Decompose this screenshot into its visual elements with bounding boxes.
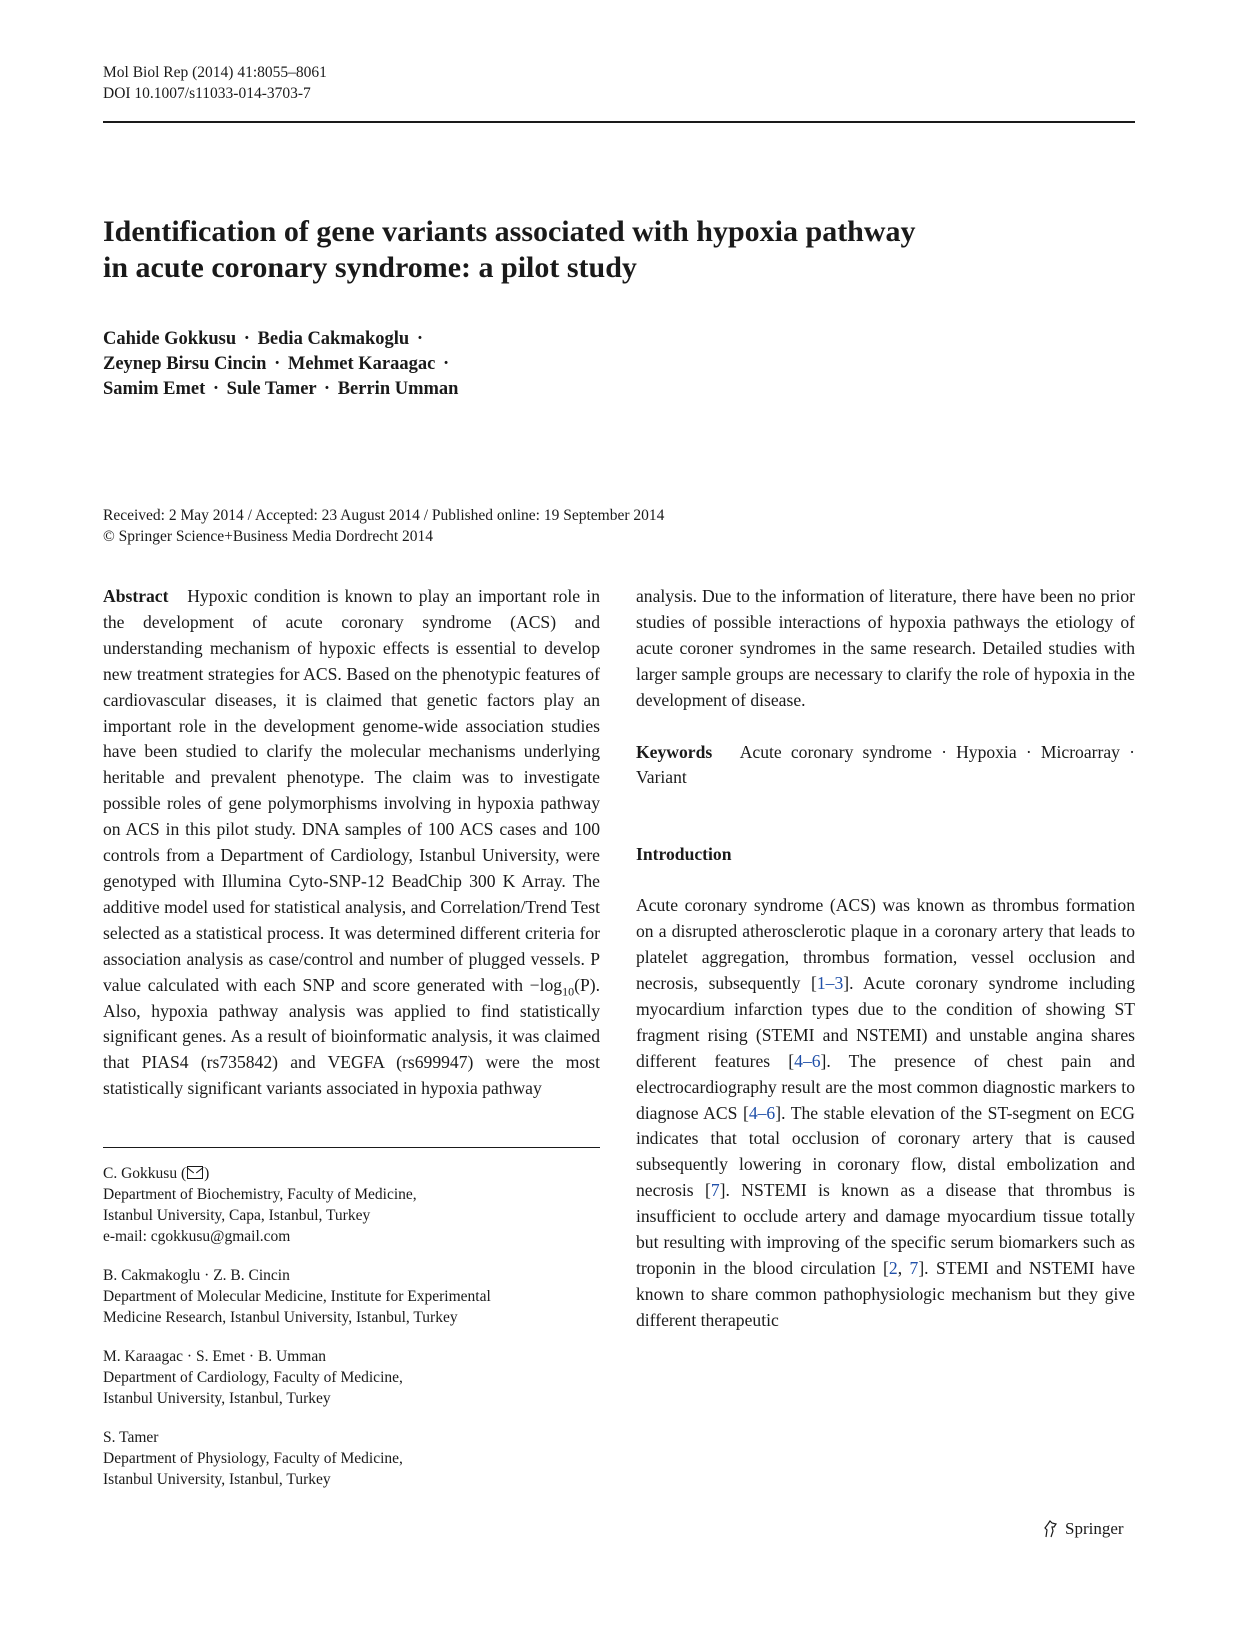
citation-link[interactable]: 1–3	[816, 972, 844, 993]
affiliation-line: Department of Biochemistry, Faculty of Medicine,	[103, 1186, 417, 1203]
article-title	[103, 214, 1063, 286]
author-separator: ·	[274, 354, 281, 374]
author-list	[103, 327, 458, 402]
affiliation-block	[103, 1265, 613, 1328]
affiliation-block	[103, 1163, 613, 1247]
citation-link[interactable]: 2	[888, 1257, 898, 1278]
doi: DOI 10.1007/s11033-014-3703-7	[103, 85, 311, 102]
abstract-label: Abstract	[103, 586, 169, 606]
author-separator: ·	[243, 329, 250, 349]
section-heading-introduction: Introduction	[636, 844, 732, 865]
author[interactable]: Berrin Umman	[337, 379, 459, 399]
affiliation-line: Department of Physiology, Faculty of Medicine,	[103, 1450, 403, 1467]
intro-span: ]. The presence of chest pain and electrocardiography result are the most common diagnostic markers to diagnose ACS [	[636, 1050, 1135, 1123]
abstract	[103, 584, 600, 1102]
author[interactable]: Bedia Cakmakoglu	[257, 329, 410, 349]
author-separator: ·	[442, 354, 450, 374]
intro-span: ]. NSTEMI is known as a disease that thrombus is insufficient to occlude artery and damage myocardium tissue totally but resulting with improving of the specific serum biomarkers such as troponin in the blood circulation [	[636, 1180, 1135, 1278]
affiliation-block	[103, 1427, 613, 1490]
intro-span: ]. STEMI and NSTEMI have known to share common pathophysiologic mechanism but they give different therapeutic	[636, 1257, 1136, 1330]
affiliation-block	[103, 1346, 613, 1409]
intro-span: ]. The stable elevation of the ST-segment on ECG indicates that total occlusion of coronary artery that is caused subsequently lowering in coronary flow, distal embolization and necrosis [	[636, 1102, 1136, 1201]
intro-span: ]. Acute coronary syndrome including myocardium infarction types due to the condition of showing ST fragment rising (STEMI and NSTEMI) and unstable angina shares different features [	[636, 972, 1136, 1071]
left-column	[103, 584, 600, 1102]
keywords	[636, 740, 1135, 792]
paren-close: )	[204, 1165, 210, 1182]
author[interactable]: Cahide Gokkusu	[103, 329, 237, 349]
intro-span: Acute coronary syndrome (ACS) was known as thrombus formation on a disrupted atherosclerotic plaque in a coronary artery that leads to platelet aggregation, thrombus formation, vessel occlusion and necrosis, subsequently [	[636, 895, 1135, 993]
log-subscript: 10	[562, 984, 575, 999]
intro-span: ,	[897, 1257, 910, 1278]
envelope-icon[interactable]	[187, 1166, 203, 1179]
affiliation-authors: B. Cakmakoglu · Z. B. Cincin	[103, 1267, 290, 1284]
author-separator: ·	[416, 329, 424, 349]
affiliation-line: Department of Cardiology, Faculty of Medicine,	[103, 1369, 403, 1386]
keywords-label: Keywords	[636, 741, 713, 762]
abstract-text: Hypoxic condition is known to play an important role in the development of acute coronary syndrome (ACS) and understanding mechanism of hypoxic effects is essential to develop new treatment strategies for ACS. Based on the phenotypic features of cardiovascular diseases, it is claimed that genetic factors play an important role in the development genome-wide association studies have been studied to clarify the molecular mechanisms underlying heritable and prevalent phenotype. The claim was to investigate possible roles of gene polymorphisms involving in hypoxia pathway on ACS in this pilot study. DNA samples of 100 ACS cases and 100 controls from a Department of Cardiology, Istanbul University, were genotyped with Illumina Cyto-SNP-12 BeadChip 300 K Array. The additive model used for statistical analysis, and Correlation/Trend Test selected as a statistical process. It was determined different criteria for association analysis as case/control and number of plugged vessels. P value calculated with each SNP and score generated with −log	[103, 586, 600, 995]
header-rule	[103, 121, 1135, 123]
springer-horse-icon	[1041, 1519, 1061, 1539]
affiliation-line: Istanbul University, Istanbul, Turkey	[103, 1471, 331, 1488]
citation-link[interactable]: 4–6	[794, 1050, 821, 1071]
affiliation-line: Istanbul University, Capa, Istanbul, Turkey	[103, 1207, 371, 1224]
citation-link[interactable]: 7	[710, 1180, 720, 1201]
author[interactable]: Sule Tamer	[226, 379, 317, 399]
title-line-1: Identification of gene variants associated with hypoxia pathway	[103, 215, 916, 248]
title-line-2: in acute coronary syndrome: a pilot study	[103, 251, 637, 284]
author[interactable]: Zeynep Birsu Cincin	[103, 354, 267, 374]
keywords-text: Acute coronary syndrome · Hypoxia · Microarray · Variant	[636, 741, 1135, 788]
affiliations	[103, 1163, 613, 1508]
introduction-text	[636, 893, 1135, 1333]
right-column	[636, 584, 1135, 1334]
footnote-rule	[103, 1147, 600, 1148]
publisher-logo	[1041, 1519, 1124, 1539]
citation-link[interactable]: 4–6	[748, 1102, 776, 1123]
abstract-continued: analysis. Due to the information of literature, there have been no prior studies of possible interactions of hypoxia pathways the etiology of acute coroner syndromes in the same research. Detailed studies with larger sample groups are necessary to clarify the role of hypoxia in the development of disease.	[636, 586, 1135, 710]
author-separator: ·	[323, 379, 331, 399]
publication-history: Received: 2 May 2014 / Accepted: 23 August 2014 / Published online: 19 September 2014	[103, 507, 665, 524]
author[interactable]: Mehmet Karaagac	[287, 354, 436, 374]
affiliation-authors: S. Tamer	[103, 1429, 159, 1446]
publisher-name: Springer	[1065, 1519, 1124, 1538]
author[interactable]: Samim Emet	[103, 379, 206, 399]
citation-link[interactable]: 7	[909, 1257, 919, 1278]
email[interactable]: e-mail: cgokkusu@gmail.com	[103, 1228, 291, 1245]
corresponding-author: C. Gokkusu (	[103, 1165, 187, 1182]
copyright: © Springer Science+Business Media Dordrecht 2014	[103, 528, 434, 545]
journal-citation: Mol Biol Rep (2014) 41:8055–8061	[103, 64, 327, 81]
affiliation-line: Medicine Research, Istanbul University, Istanbul, Turkey	[103, 1309, 458, 1326]
affiliation-line: Department of Molecular Medicine, Institute for Experimental	[103, 1288, 491, 1305]
abstract-text-cont: (P). Also, hypoxia pathway analysis was applied to find statistically significant genes. As a result of bioinformatic analysis, it was claimed that PIAS4 (rs735842) and VEGFA (rs699947) were the most statistically significant variants associated in hypoxia pathway	[103, 974, 600, 1099]
journal-header	[103, 62, 327, 104]
author-separator: ·	[212, 379, 220, 399]
affiliation-line: Istanbul University, Istanbul, Turkey	[103, 1390, 331, 1407]
article-dates	[103, 505, 664, 547]
affiliation-authors: M. Karaagac · S. Emet · B. Umman	[103, 1348, 326, 1365]
